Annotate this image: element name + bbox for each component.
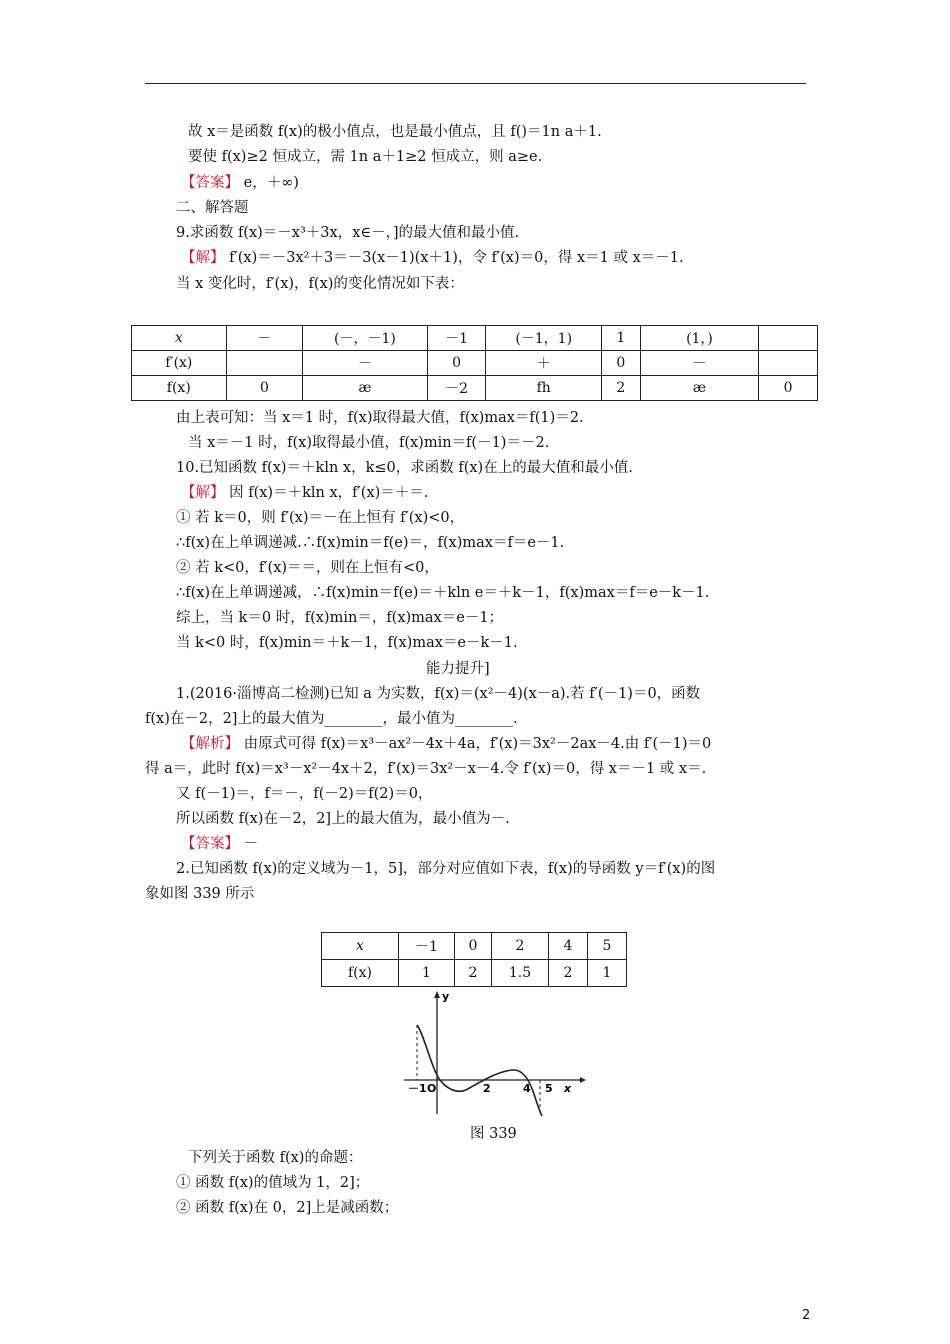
solution-text: f′(x)＝－3x²＋3＝－3(x－1)(x＋1)，令 f′(x)＝0，得 x＝1 或 x＝－1.: [224, 250, 684, 266]
table-cell: 1: [399, 960, 455, 987]
table-cell: ＋: [486, 351, 601, 376]
y-axis-arrow-icon: [434, 991, 440, 998]
table-cell: 1: [588, 960, 627, 987]
section-heading: 二、解答题: [176, 200, 249, 216]
table-row: [132, 351, 818, 376]
text-line: 当 x＝－1 时，f(x)取得最小值，f(x)min＝f(－1)＝－2.: [188, 435, 550, 451]
text-line: ① 若 k＝0，则 f′(x)＝－在上恒有 f′(x)<0，: [176, 510, 465, 526]
section-heading: 能力提升]: [426, 661, 490, 677]
question-1: 1.(2016·淄博高二检测)已知 a 为实数，f(x)＝(x²－4)(x－a).若 f′(－1)＝0，函数: [176, 686, 701, 702]
table-cell: 2: [492, 933, 549, 960]
table-cell: －1: [399, 933, 455, 960]
analysis-text: 由原式可得 f(x)＝x³－ax²－4x＋4a，f′(x)＝3x²－2ax－4.由 f′(－1)＝0: [239, 736, 712, 752]
text-line: f(x)在－2，2]上的最大值为________，最小值为________.: [145, 711, 518, 727]
table-row: [322, 933, 627, 960]
answer-text: e，＋∞): [239, 175, 299, 191]
tick-label: －1: [408, 1082, 427, 1095]
solution-line: [181, 483, 428, 503]
table-cell: fh: [486, 376, 601, 401]
page-number: 2: [802, 1308, 811, 1323]
text-line: 故 x＝是函数 f(x)的极小值点，也是最小值点，且 f()＝1n a＋1.: [188, 124, 602, 140]
table-cell: æ: [303, 376, 427, 401]
text-line: ① 函数 f(x)的值域为 1，2]；: [176, 1175, 370, 1191]
y-label: y: [442, 990, 450, 1003]
question-2: 2.已知函数 f(x)的定义域为－1，5]，部分对应值如下表，f(x)的导函数 y＝f′(x)的图: [176, 861, 716, 877]
table-cell: f(x): [322, 960, 399, 987]
analysis-line: [181, 734, 711, 754]
table-cell: 0: [759, 376, 818, 401]
table-cell: 2: [549, 960, 588, 987]
derivative-graph: [400, 990, 590, 1120]
text-line: 当 x 变化时，f′(x)，f(x)的变化情况如下表：: [176, 276, 464, 292]
tick-label: 4: [523, 1082, 531, 1095]
figure-caption: 图 339: [470, 1126, 517, 1142]
x-label: x: [564, 1082, 572, 1095]
table-cell: －: [640, 351, 758, 376]
text-line: ② 函数 f(x)在 0，2]上是减函数；: [176, 1200, 399, 1216]
value-table: [321, 932, 627, 987]
answer-tag: 【答案】: [181, 836, 239, 852]
table-cell: 4: [549, 933, 588, 960]
table-cell: 0: [427, 351, 486, 376]
text-line: 由上表可知：当 x＝1 时，f(x)取得最大值，f(x)max＝f(1)＝2.: [176, 410, 584, 426]
table-cell: [226, 351, 303, 376]
tick-label: 2: [483, 1082, 491, 1095]
table-cell: 0: [226, 376, 303, 401]
text-line: 又 f(－1)＝，f＝－，f(－2)＝f(2)＝0，: [176, 786, 433, 802]
table-row: [322, 960, 627, 987]
table-cell: (－，－1): [303, 326, 427, 351]
table-cell: 0: [455, 933, 492, 960]
solution-line: [181, 248, 684, 268]
text-line: 综上，当 k＝0 时，f(x)min＝，f(x)max＝e－1；: [176, 610, 504, 626]
table-cell: æ: [640, 376, 758, 401]
table-cell: x: [132, 326, 227, 351]
text-line: 得 a＝，此时 f(x)＝x³－x²－4x＋2，f′(x)＝3x²－x－4.令 f′(x)＝0，得 x＝－1 或 x＝.: [145, 761, 707, 777]
table-cell: －: [226, 326, 303, 351]
tick-label: 5: [545, 1082, 553, 1095]
table-row: [132, 326, 818, 351]
text-line: ② 若 k<0，f′(x)＝＝，则在上恒有<0，: [176, 560, 439, 576]
solution-tag: 【解】: [181, 250, 225, 266]
table-cell: 0: [601, 351, 640, 376]
text-line: 象如图 339 所示: [145, 886, 255, 902]
header-rule: [145, 83, 806, 84]
x-axis-arrow-icon: [580, 1077, 586, 1083]
table-cell: 2: [455, 960, 492, 987]
table-cell: －2: [427, 376, 486, 401]
table-cell: (1，): [640, 326, 758, 351]
text-line: 下列关于函数 f(x)的命题：: [188, 1150, 363, 1166]
origin-label: O: [427, 1082, 437, 1095]
answer-tag: 【答案】: [181, 175, 239, 191]
table-cell: 1.5: [492, 960, 549, 987]
question-9: 9.求函数 f(x)＝－x³＋3x，x∈－，]的最大值和最小值.: [176, 225, 520, 241]
text-line: ∴f(x)在上单调递减，∴f(x)min＝f(e)＝＋kln e＝＋k－1，f(x)max＝f＝e－k－1.: [176, 585, 710, 601]
curve: [417, 1025, 542, 1116]
table-cell: 1: [601, 326, 640, 351]
question-10: 10.已知函数 f(x)＝＋kln x，k≤0，求函数 f(x)在上的最大值和最小值.: [176, 460, 633, 476]
analysis-tag: 【解析】: [181, 736, 239, 752]
answer-text: －: [239, 836, 259, 852]
variation-table: [131, 325, 818, 401]
table-cell: f′(x): [132, 351, 227, 376]
table-cell: x: [322, 933, 399, 960]
table-cell: [759, 351, 818, 376]
solution-text: 因 f(x)＝＋kln x，f′(x)＝＋＝.: [224, 485, 429, 501]
text-line: ∴f(x)在上单调递减.∴f(x)min＝f(e)＝，f(x)max＝f＝e－1.: [176, 535, 565, 551]
answer-line: [181, 173, 299, 193]
table-cell: 5: [588, 933, 627, 960]
answer-line: [181, 834, 258, 854]
text-line: 当 k<0 时，f(x)min＝＋k－1，f(x)max＝e－k－1.: [176, 635, 518, 651]
table-cell: (－1，1): [486, 326, 601, 351]
table-cell: －1: [427, 326, 486, 351]
table-cell: －: [303, 351, 427, 376]
table-cell: f(x): [132, 376, 227, 401]
solution-tag: 【解】: [181, 485, 225, 501]
table-cell: 2: [601, 376, 640, 401]
table-row: [132, 376, 818, 401]
table-cell: [759, 326, 818, 351]
text-line: 要使 f(x)≥2 恒成立，需 1n a＋1≥2 恒成立，则 a≥e.: [188, 149, 543, 165]
text-line: 所以函数 f(x)在－2，2]上的最大值为，最小值为－.: [176, 811, 510, 827]
